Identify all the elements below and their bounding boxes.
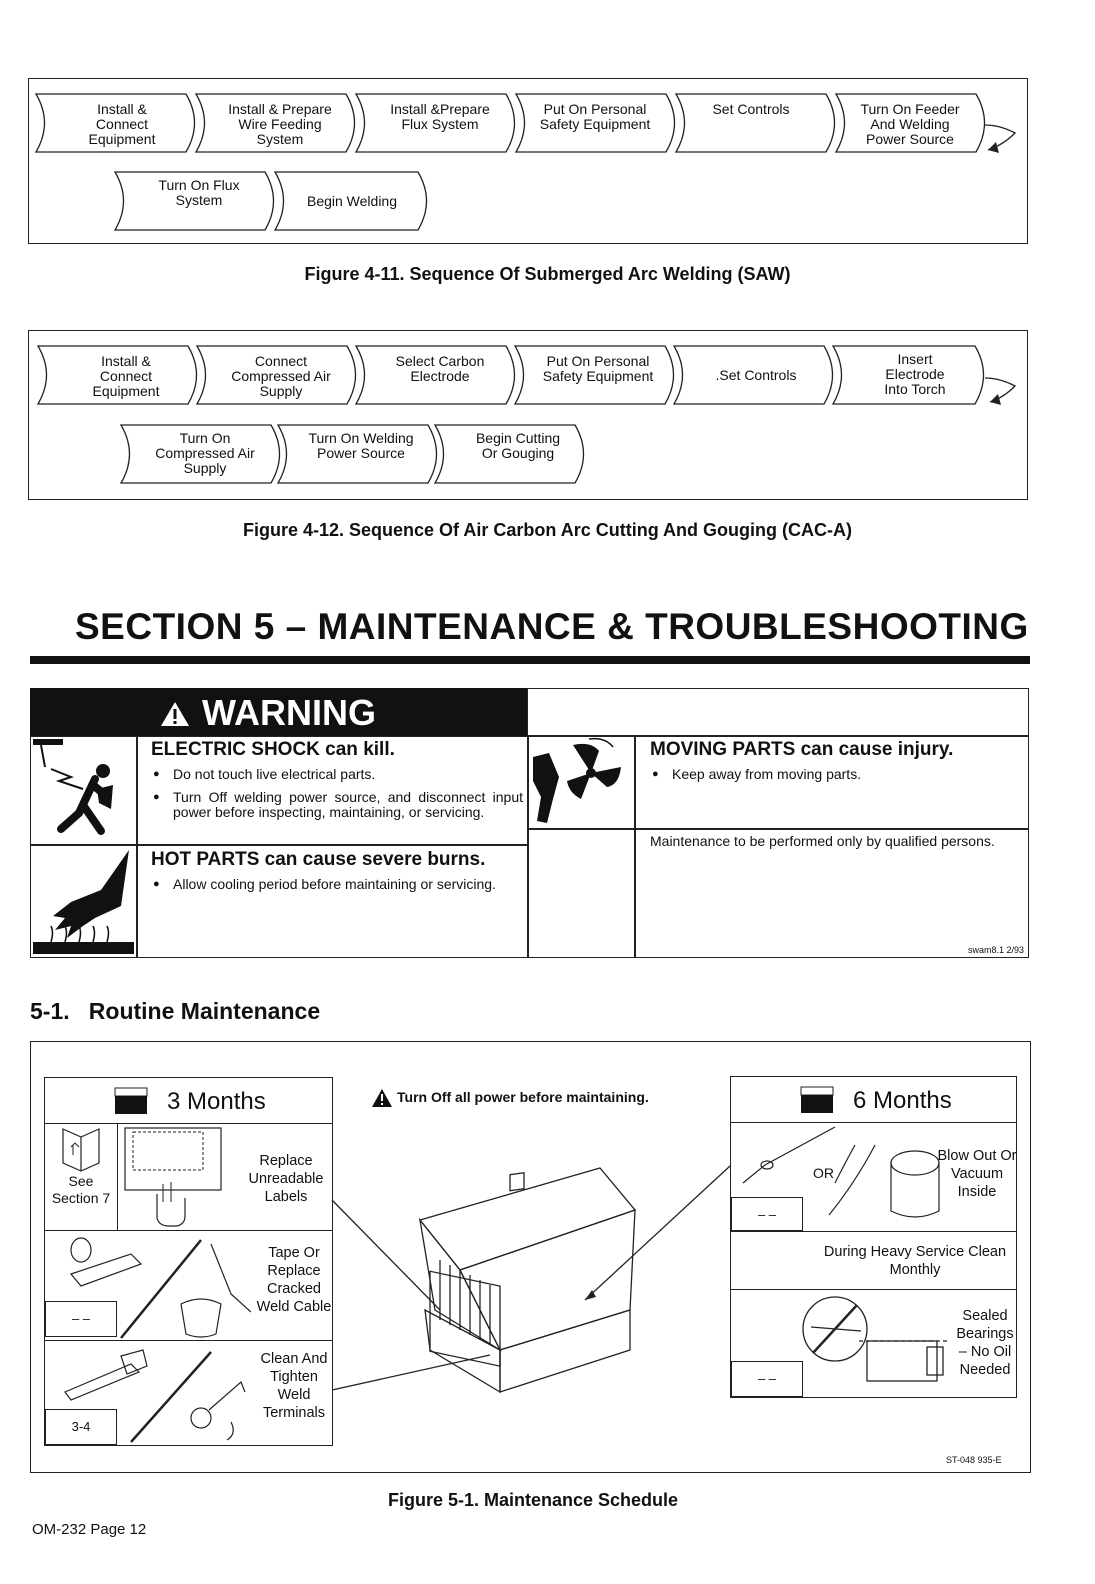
welding-machine-drawing <box>330 1160 750 1500</box>
hot-bullet-1: ● Allow cooling period before maintaining or servicing. <box>151 877 523 892</box>
hot-parts-icon <box>31 846 136 957</box>
see-section-label: See Section 7 <box>51 1173 111 1206</box>
row-divider <box>731 1231 1016 1232</box>
saw-step-8: Begin Welding <box>306 193 398 209</box>
hot-icon-cell <box>30 845 137 958</box>
saw-step-6: Turn On Feeder And Welding Power Source <box>860 101 960 147</box>
warning-code: swam8.1 2/93 <box>967 945 1024 955</box>
moving-blank-cell <box>528 829 635 958</box>
manual-book-icon <box>45 1123 117 1173</box>
warning-banner-right <box>527 688 1029 736</box>
qualified-cell <box>635 829 1029 958</box>
saw-caption: Figure 4-11. Sequence Of Submerged Arc Welding (SAW) <box>304 264 791 284</box>
six-months-header <box>731 1077 1016 1123</box>
saw-step-3: Install &Prepare Flux System <box>390 101 490 132</box>
clean-terminals-ref: 3-4 <box>45 1409 117 1445</box>
three-months-title: 3 Months <box>167 1088 266 1115</box>
shock-icon-cell <box>30 736 137 845</box>
clean-terminals-text: Clean And Tighten Weld Terminals <box>260 1351 328 1421</box>
six-months-panel <box>730 1076 1017 1398</box>
row-divider <box>45 1340 332 1341</box>
sealed-bearings-ref: – – <box>731 1361 803 1397</box>
section-rule <box>30 656 1030 664</box>
moving-text-cell <box>635 736 1029 829</box>
six-months-title: 6 Months <box>853 1087 952 1114</box>
moving-icon-cell <box>528 736 635 829</box>
cac-step-8: Turn On Welding Power Source <box>308 430 414 461</box>
page-number: OM-232 Page 12 <box>32 1521 147 1538</box>
cac-step-6: Insert Electrode Into Torch <box>884 351 946 397</box>
hot-text-cell <box>137 845 528 958</box>
saw-step-2: Install & Prepare Wire Feeding System <box>228 101 332 147</box>
saw-step-5: Set Controls <box>712 101 790 117</box>
warning-banner-text: WARNING <box>202 692 376 733</box>
cac-step-4: Put On Personal Safety Equipment <box>542 353 654 384</box>
saw-step-7: Turn On Flux System <box>158 177 240 208</box>
saw-step-4: Put On Personal Safety Equipment <box>539 101 651 132</box>
shock-text-cell <box>137 736 528 845</box>
or-label: OR <box>813 1165 834 1181</box>
maintenance-caption: Figure 5-1. Maintenance Schedule <box>387 1490 679 1510</box>
warning-block <box>30 688 1029 958</box>
cac-step-7: Turn On Compressed Air Supply <box>155 430 255 476</box>
see-section-cell <box>45 1123 118 1231</box>
cac-step-2: Connect Compressed Air Supply <box>231 353 331 399</box>
calendar-icon <box>113 1086 149 1116</box>
row-divider <box>731 1289 1016 1290</box>
cac-step-9: Begin Cutting Or Gouging <box>475 430 561 461</box>
blow-out-text: Blow Out Or Vacuum Inside <box>937 1148 1017 1200</box>
moving-bullet-1: ● Keep away from moving parts. <box>650 767 1022 782</box>
saw-step-1: Install & Connect Equipment <box>88 101 156 147</box>
warning-triangle-icon <box>160 701 190 727</box>
shock-heading: ELECTRIC SHOCK can kill. <box>151 739 395 760</box>
warning-banner <box>30 688 527 736</box>
calendar-icon <box>799 1085 835 1115</box>
moving-parts-fan-icon <box>529 737 634 828</box>
tape-cable-text: Tape Or Replace Cracked Weld Cable <box>256 1245 332 1315</box>
hot-heading: HOT PARTS can cause severe burns. <box>151 849 486 870</box>
warning-triangle-icon <box>371 1088 393 1108</box>
cac-step-3: Select Carbon Electrode <box>395 353 485 384</box>
replace-labels-text: Replace Unreadable Labels <box>248 1153 324 1205</box>
power-off-notice: Turn Off all power before maintaining. <box>397 1089 649 1105</box>
shock-bullet-1: ● Do not touch live electrical parts. <box>151 767 523 782</box>
qualified-text: Maintenance to be performed only by qualified persons. <box>650 833 995 849</box>
heavy-service-text: During Heavy Service Clean Monthly <box>823 1244 1007 1278</box>
sealed-bearings-text: Sealed Bearings – No Oil Needed <box>956 1308 1014 1378</box>
section-title: SECTION 5 – MAINTENANCE & TROUBLESHOOTING <box>75 606 1029 647</box>
routine-heading: 5-1. Routine Maintenance <box>30 998 321 1024</box>
row-divider <box>45 1230 332 1231</box>
electric-shock-icon <box>31 737 136 844</box>
cac-caption: Figure 4-12. Sequence Of Air Carbon Arc Cutting And Gouging (CAC-A) <box>242 520 852 540</box>
cac-step-5: .Set Controls <box>715 367 797 383</box>
cac-step-1: Install & Connect Equipment <box>92 353 160 399</box>
three-months-panel <box>44 1077 333 1446</box>
figure-code: ST-048 935-E <box>946 1455 1002 1465</box>
shock-bullet-2: ● Turn Off welding power source, and disconnect input power before inspecting, maintaining, or servicing. <box>151 790 523 820</box>
moving-heading: MOVING PARTS can cause injury. <box>650 739 954 760</box>
three-months-header <box>45 1078 332 1124</box>
tape-cable-ref: – – <box>45 1301 117 1337</box>
blow-out-ref: – – <box>731 1197 803 1231</box>
saw-return-arrow <box>985 125 1015 150</box>
replace-label-drawing <box>119 1124 231 1230</box>
